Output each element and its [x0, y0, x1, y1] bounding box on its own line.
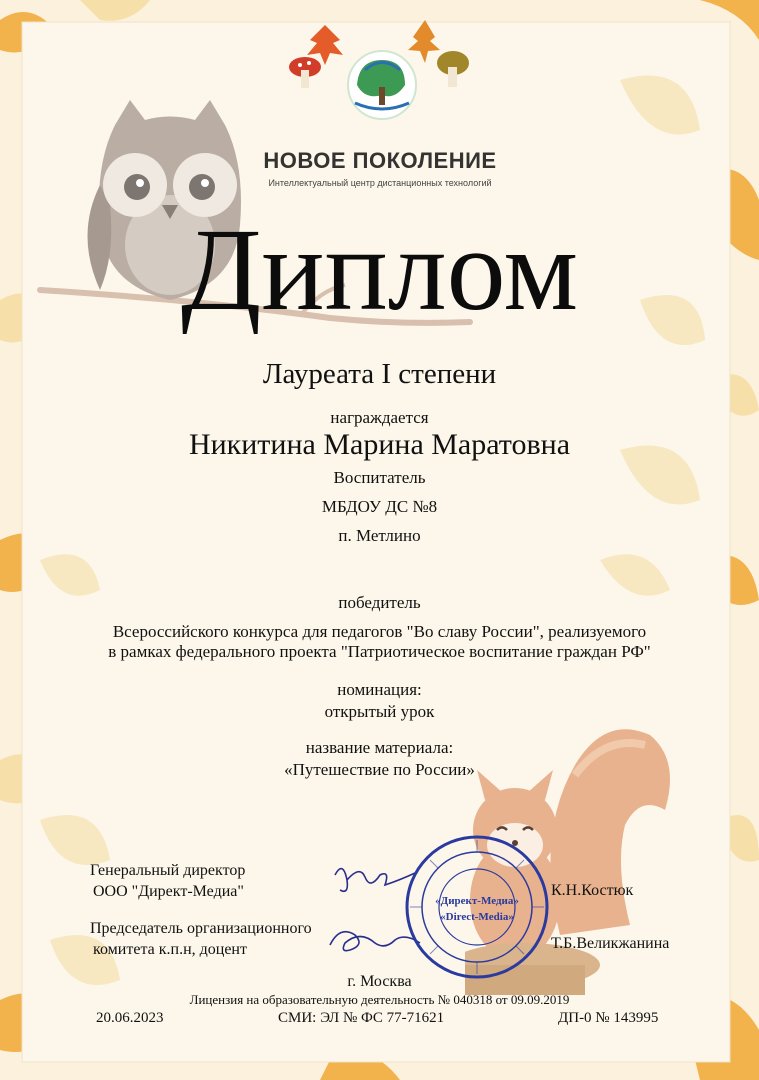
director-title	[90, 860, 245, 902]
recipient-organization: МБДОУ ДС №8	[321, 497, 438, 516]
recipient-name: Никитина Марина Маратовна	[188, 428, 571, 461]
awarded-label: награждается	[330, 408, 429, 427]
winner-label: победитель	[338, 593, 421, 612]
degree: Лауреата I степени	[262, 358, 497, 390]
brand-logo	[285, 15, 480, 140]
diploma-title: Диплом	[180, 204, 579, 335]
company-stamp	[402, 832, 552, 982]
contest-line-1: Всероссийского конкурса для педагогов "Во славу России", реализуемого	[112, 622, 647, 641]
nomination-label: номинация:	[337, 680, 422, 699]
contest-line-2: в рамках федерального проекта "Патриотическое воспитание граждан РФ"	[108, 642, 651, 661]
smi-registration: СМИ: ЭЛ № ФС 77-71621	[278, 1010, 445, 1026]
material-label: название материала:	[305, 738, 454, 757]
chair-title-line-2: комитета к.п.н, доцент	[93, 941, 247, 958]
license: Лицензия на образовательную деятельность № 040318 от 09.09.2019	[189, 992, 570, 1007]
city: г. Москва	[347, 973, 412, 990]
diploma-number: ДП-0 № 143995	[558, 1010, 659, 1026]
director-title-line-1: Генеральный директор	[90, 862, 246, 879]
chair-title	[90, 918, 312, 960]
chair-name: Т.Б.Великжанина	[551, 935, 670, 952]
material-title: «Путешествие по России»	[284, 760, 475, 779]
chair-title-line-1: Председатель организационного	[90, 920, 312, 937]
recipient-locality: п. Метлино	[338, 526, 421, 545]
nomination-value: открытый урок	[324, 702, 435, 721]
stamp-line-2: «Direct-Media»	[440, 911, 514, 923]
director-name: К.Н.Костюк	[551, 882, 634, 899]
issue-date: 20.06.2023	[96, 1010, 164, 1026]
brand-name: НОВОЕ ПОКОЛЕНИЕ	[263, 148, 497, 173]
brand-tagline: Интеллектуальный центр дистанционных технологий	[268, 178, 492, 188]
stamp-line-1: «Директ-Медиа»	[435, 895, 519, 907]
director-title-line-2: ООО "Директ-Медиа"	[93, 883, 244, 900]
recipient-position: Воспитатель	[333, 468, 426, 487]
